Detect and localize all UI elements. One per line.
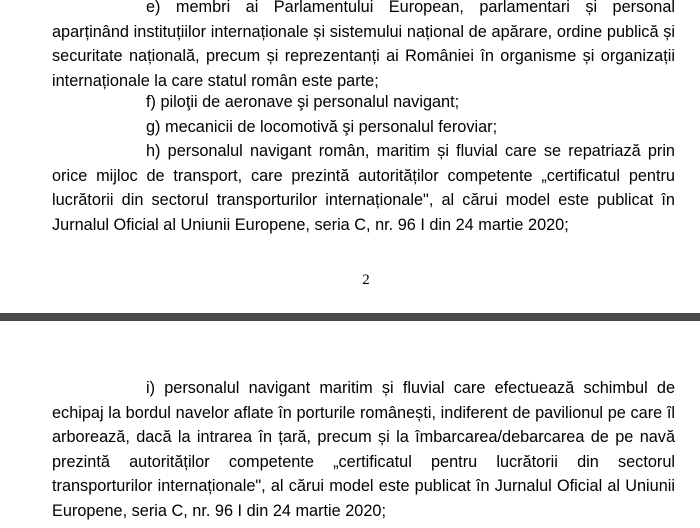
page-number: 2 — [362, 272, 370, 288]
paragraph-item-e: e) membri ai Parlamentului European, parlamentari și personal aparținând instituțiilor internaționale și sistemului național de apărare, ordine publică și securitate națională, precum și reprezentanți ai României în organisme și organizații internaționale la care statul român este parte; — [52, 0, 675, 90]
document-page-lower — [0, 321, 700, 528]
paragraph-item-h: h) personalul navigant român, maritim și fluvial care se repatriază prin orice mijloc de transport, care prezintă autorităților competente „certificatul pentru lucrătorii din sectorul transporturilor internaționale", al cărui model este publicat în Jurnalul Oficial al Uniunii Europene, seria C, nr. 96 I din 24 martie 2020; — [52, 142, 675, 234]
paragraph-item-i: i) personalul navigant maritim și fluvial care efectuează schimbul de echipaj la bordul navelor aflate în porturile românești, indiferent de pavilionul pe care îl arborează, dacă la intrarea în țară, precum și la îmbarcarea/debarcarea de pe navă prezintă autorităților competente „certificatul pentru lucrătorii din sectorul transporturilor internaționale", al cărui model este publicat în Jurnalul Oficial al Uniunii Europene, seria C, nr. 96 I din 24 martie 2020; — [52, 379, 675, 520]
paragraph-item-f: f) piloţii de aeronave şi personalul navigant; — [146, 93, 460, 111]
paragraph-item-g: g) mecanicii de locomotivă şi personalul feroviar; — [146, 118, 498, 136]
page-break-divider — [0, 313, 700, 321]
